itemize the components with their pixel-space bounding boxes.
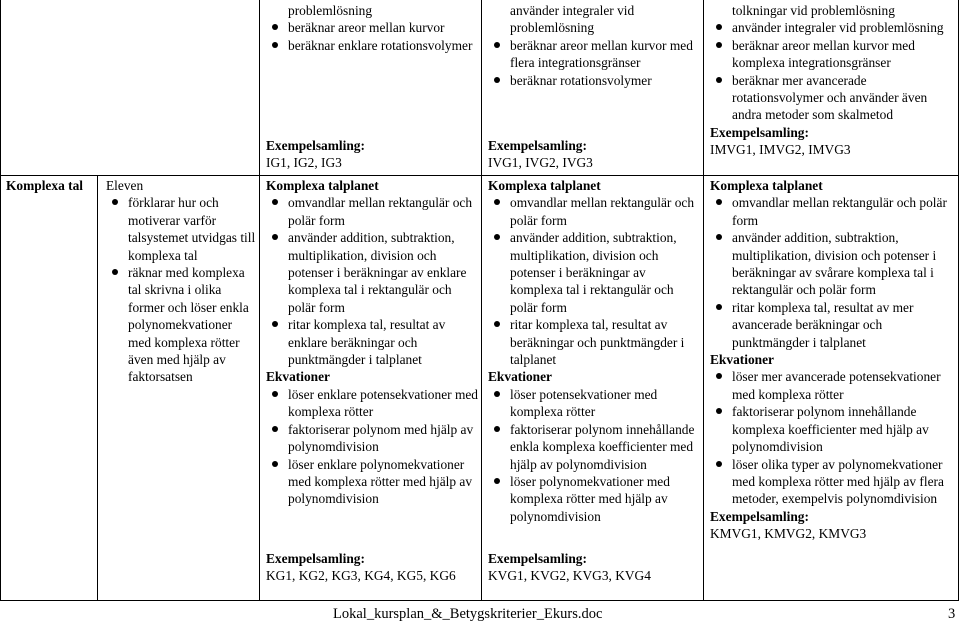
example-label: Exempelsamling: — [266, 551, 365, 566]
list-item: använder integraler vid problemlösning — [510, 3, 635, 36]
example-label: Exempelsamling: — [266, 138, 365, 153]
table-border — [958, 0, 959, 601]
list-item: faktoriserar polynom innehållande komplexa koefficienter med hjälp av polynomdivision — [710, 403, 955, 455]
list-item: omvandlar mellan rektangulär och polär form — [488, 194, 700, 229]
example-label: Exempelsamling: — [710, 508, 809, 524]
section-heading: Ekvationer — [710, 352, 774, 368]
grade-c-top — [488, 2, 700, 89]
list-item: använder addition, subtraktion, multiplikation, division och potenser i beräkningar av enklare komplexa tal i rektangulär och polär form — [266, 229, 478, 316]
list-item: beräknar enklare rotationsvolymer — [266, 37, 478, 54]
list-item: problemlösning — [288, 3, 373, 18]
example-values: KVG1, KVG2, KVG3, KVG4 — [488, 568, 651, 584]
grade-c-column — [488, 177, 700, 525]
example-label: Exempelsamling: — [710, 124, 809, 140]
section-heading: Komplexa talplanet — [488, 178, 601, 193]
list-item: faktoriserar polynom innehållande enkla komplexa koefficienter med hjälp av polynomdivision — [488, 421, 700, 473]
list-item: löser mer avancerade potensekvationer med komplexa rötter — [710, 368, 955, 403]
table-border — [703, 0, 704, 601]
list-item: löser olika typer av polynomekvationer med komplexa rötter med hjälp av flera metoder, exempelvis polynomdivision — [710, 456, 955, 508]
list-item: löser enklare potensekvationer med komplexa rötter — [266, 386, 478, 421]
example-values: KMVG1, KMVG2, KMVG3 — [710, 526, 867, 542]
list-item: använder addition, subtraktion, multiplikation, division och potenser i beräkningar av svårare komplexa tal i rektangulär och polär form — [710, 229, 955, 299]
list-item: löser potensekvationer med komplexa rötter — [488, 386, 700, 421]
table-border — [481, 0, 482, 601]
table-border — [259, 0, 260, 601]
section-heading: Komplexa talplanet — [710, 178, 823, 193]
list-item: omvandlar mellan rektangulär och polär form — [266, 194, 478, 229]
list-item: beräknar areor mellan kurvor med flera integrationsgränser — [488, 37, 700, 72]
student-list — [106, 194, 256, 385]
grade-a-top — [710, 2, 955, 159]
grade-c-example — [488, 550, 700, 585]
example-values: IMVG1, IMVG2, IMVG3 — [710, 142, 851, 158]
list-item: beräknar areor mellan kurvor med komplexa integrationsgränser — [710, 37, 955, 72]
list-item: ritar komplexa tal, resultat av enklare beräkningar och punktmängder i talplanet — [266, 316, 478, 368]
list-item: löser enklare polynomekvationer med komplexa rötter med hjälp av polynomdivision — [266, 456, 478, 508]
example-label: Exempelsamling: — [488, 551, 587, 566]
list-item: förklarar hur och motiverar varför talsystemet utvidgas till komplexa tal — [106, 194, 256, 264]
section-heading: Ekvationer — [488, 369, 552, 385]
grade-e-example — [266, 550, 478, 585]
section-heading: Komplexa talplanet — [266, 178, 379, 193]
example-label: Exempelsamling: — [488, 138, 587, 153]
list-item: räknar med komplexa tal skrivna i olika former och löser enkla polynomekvationer med komplexa rötter även med hjälp av faktorsatsen — [106, 264, 256, 386]
table-border — [0, 175, 959, 176]
table-border — [97, 175, 98, 601]
grade-c-example-top — [488, 137, 700, 172]
list-item: beräknar areor mellan kurvor — [266, 19, 478, 36]
example-values: IVG1, IVG2, IVG3 — [488, 155, 593, 171]
row-label — [6, 177, 96, 194]
grade-a-column — [710, 177, 955, 543]
table-border — [0, 0, 1, 601]
footer-page-number: 3 — [948, 606, 956, 622]
grade-e-top — [266, 2, 478, 54]
example-values: KG1, KG2, KG3, KG4, KG5, KG6 — [266, 568, 456, 584]
list-item: använder addition, subtraktion, multiplikation, division och potenser i beräkningar av komplexa tal i rektangulär och polär form — [488, 229, 700, 316]
list-item: använder integraler vid problemlösning — [710, 19, 955, 36]
row-label-text: Komplexa tal — [6, 178, 83, 193]
list-item: ritar komplexa tal, resultat av mer avancerade beräkningar och punktmängder i talplanet — [710, 299, 955, 351]
grade-e-example-top — [266, 137, 478, 172]
table-border — [0, 600, 959, 601]
list-item: ritar komplexa tal, resultat av beräkningar och punktmängder i talplanet — [488, 316, 700, 368]
list-item: löser polynomekvationer med komplexa rötter med hjälp av polynomdivision — [488, 473, 700, 525]
list-item: beräknar rotationsvolymer — [488, 72, 700, 89]
list-item: faktoriserar polynom med hjälp av polynomdivision — [266, 421, 478, 456]
list-item: omvandlar mellan rektangulär och polär form — [710, 194, 955, 229]
student-title: Eleven — [106, 178, 144, 193]
example-values: IG1, IG2, IG3 — [266, 155, 342, 171]
student-column — [106, 177, 256, 386]
footer-filename: Lokal_kursplan_&_Betygskriterier_Ekurs.doc — [333, 606, 603, 622]
grade-e-column — [266, 177, 478, 508]
section-heading: Ekvationer — [266, 369, 330, 385]
list-item: beräknar mer avancerade rotationsvolymer och använder även andra metoder som skalmetod — [710, 72, 955, 124]
list-item: tolkningar vid problemlösning — [732, 3, 895, 18]
